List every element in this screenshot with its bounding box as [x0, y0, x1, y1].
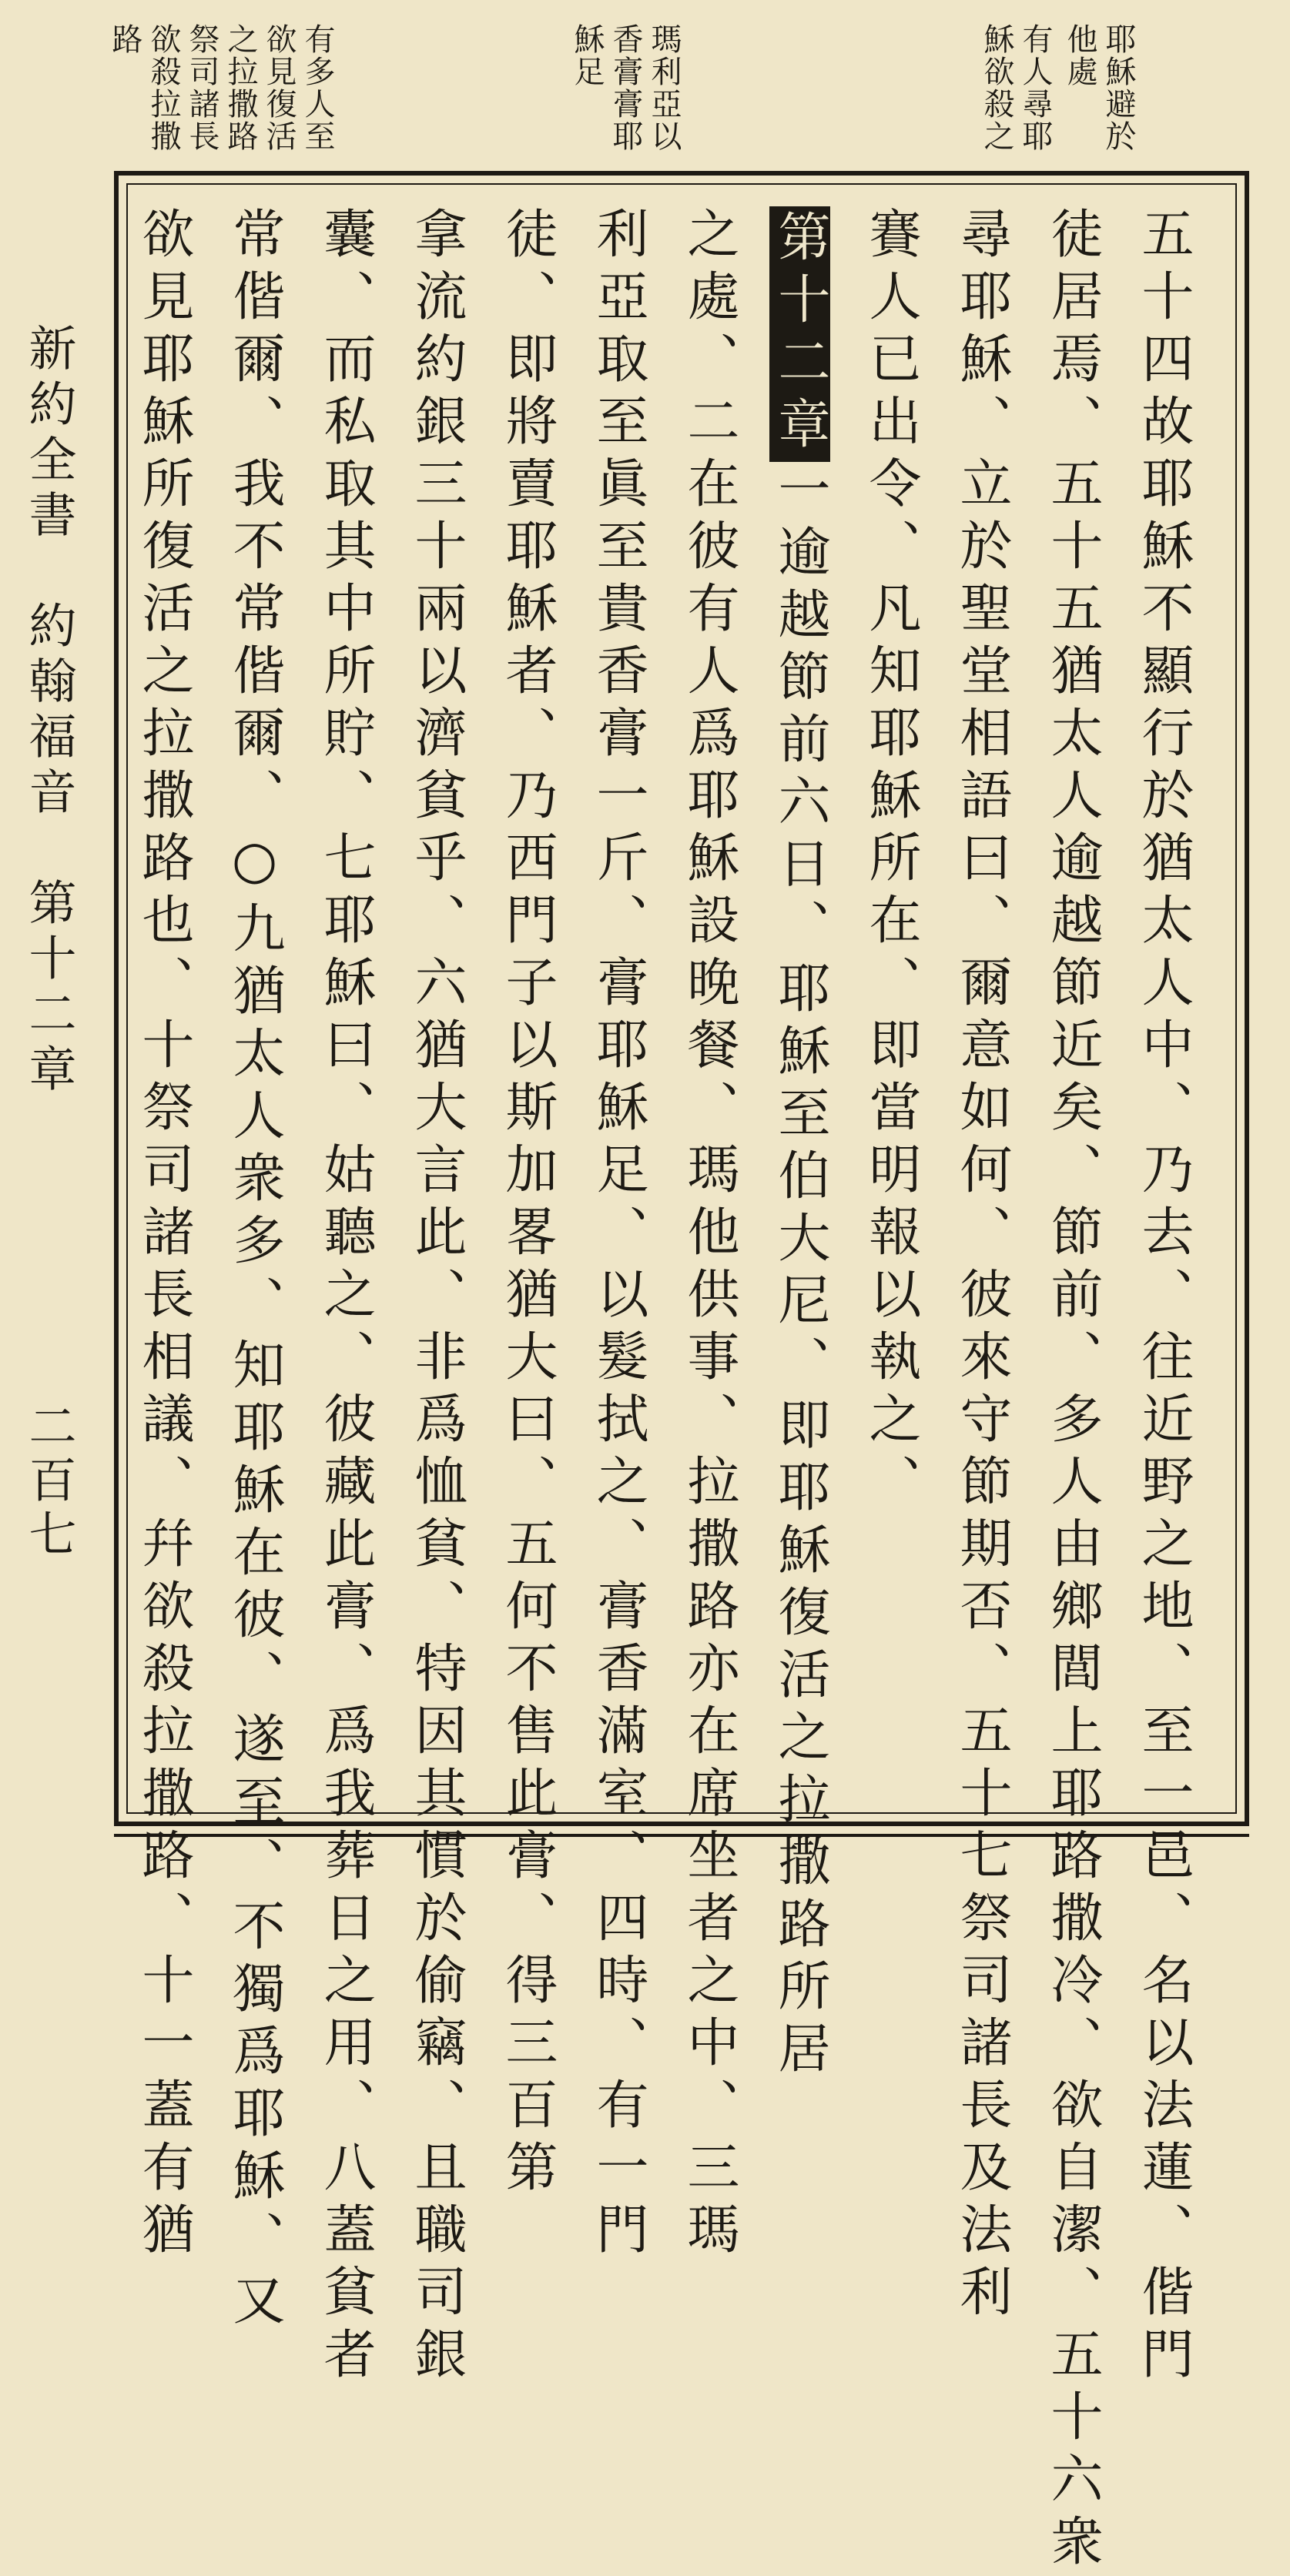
- chapter-heading: 第十二章: [769, 206, 830, 462]
- headnote-line: 穌足: [569, 23, 605, 88]
- text-column: 利亞取至眞至貴香膏一斤、膏耶穌足、以髮拭之、膏香滿室、四時、有一門: [588, 206, 648, 2264]
- headnote-line: 之拉撒路: [223, 23, 258, 152]
- text-column: 賽人已出令、凡知耶穌所在、即當明報以執之、: [860, 206, 921, 1516]
- headnote-line: 有人尋耶: [1017, 23, 1053, 152]
- chapter-verse-text: 一逾越節前六日、耶穌至伯大尼、即耶穌復活之拉撒路所居: [769, 462, 830, 2083]
- headnote-line: 有多人至: [300, 23, 335, 152]
- text-column: 五十四故耶穌不顯行於猶太人中、乃去、往近野之地、至一邑、名以法蓮、偕門: [1133, 206, 1194, 2389]
- text-column: 常偕爾、我不常偕爾、○九猶太人衆多、知耶穌在彼、遂至、不獨爲耶穌、又: [224, 206, 285, 2335]
- text-column: 徒居焉、五十五猶太人逾越節近矣、節前、多人由鄉閭上耶路撒冷、欲自潔、五十六衆: [1042, 206, 1103, 2576]
- headnote-line: 耶穌避於: [1101, 23, 1136, 152]
- text-column: 欲見耶穌所復活之拉撒路也、十祭司諸長相議、幷欲殺拉撒路、十一蓋有猶: [133, 206, 194, 2264]
- text-frame: [114, 171, 1249, 2576]
- text-column: 尋耶穌、立於聖堂相語曰、爾意如何、彼來守節期否、五十七祭司諸長及法利: [951, 206, 1012, 2327]
- text-column: 囊、而私取其中所貯、七耶穌曰、姑聽之、彼藏此膏、爲我葬日之用、八蓋貧者: [315, 206, 376, 2389]
- headnote-line: 欲殺拉撒: [146, 23, 181, 152]
- headnote-line: 穌欲殺之: [979, 23, 1014, 152]
- headnote-hiding: [1063, 23, 1135, 152]
- running-head: 新約全書 約翰福音 第十二章: [21, 323, 77, 1099]
- headnote-line: 祭司諸長: [184, 23, 219, 152]
- headnote-line: 路: [107, 23, 142, 55]
- text-column: 徒、即將賣耶穌者、乃西門子以斯加畧猶大曰、五何不售此膏、得三百第: [497, 206, 558, 2202]
- chapter-start-column: [770, 206, 829, 2083]
- page-number: 二百七: [21, 1401, 77, 1563]
- bottom-rule: [114, 1834, 1249, 1837]
- headnote-line: 香膏膏耶: [608, 23, 643, 152]
- headnote-line: 瑪利亞以: [646, 23, 682, 152]
- headnote-lazarus: [108, 23, 334, 152]
- text-column: 拿流約銀三十兩以濟貧乎、六猶大言此、非爲恤貧、特因其慣於偷竊、且職司銀: [406, 206, 467, 2389]
- headnote-line: 他處: [1062, 23, 1097, 88]
- headnote-seek: [980, 23, 1052, 152]
- headnote-line: 欲見復活: [261, 23, 297, 152]
- text-column: 之處、二在彼有人爲耶穌設晚餐、瑪他供事、拉撒路亦在席坐者之中、三瑪: [679, 206, 739, 2264]
- headnote-anointing: [570, 23, 681, 152]
